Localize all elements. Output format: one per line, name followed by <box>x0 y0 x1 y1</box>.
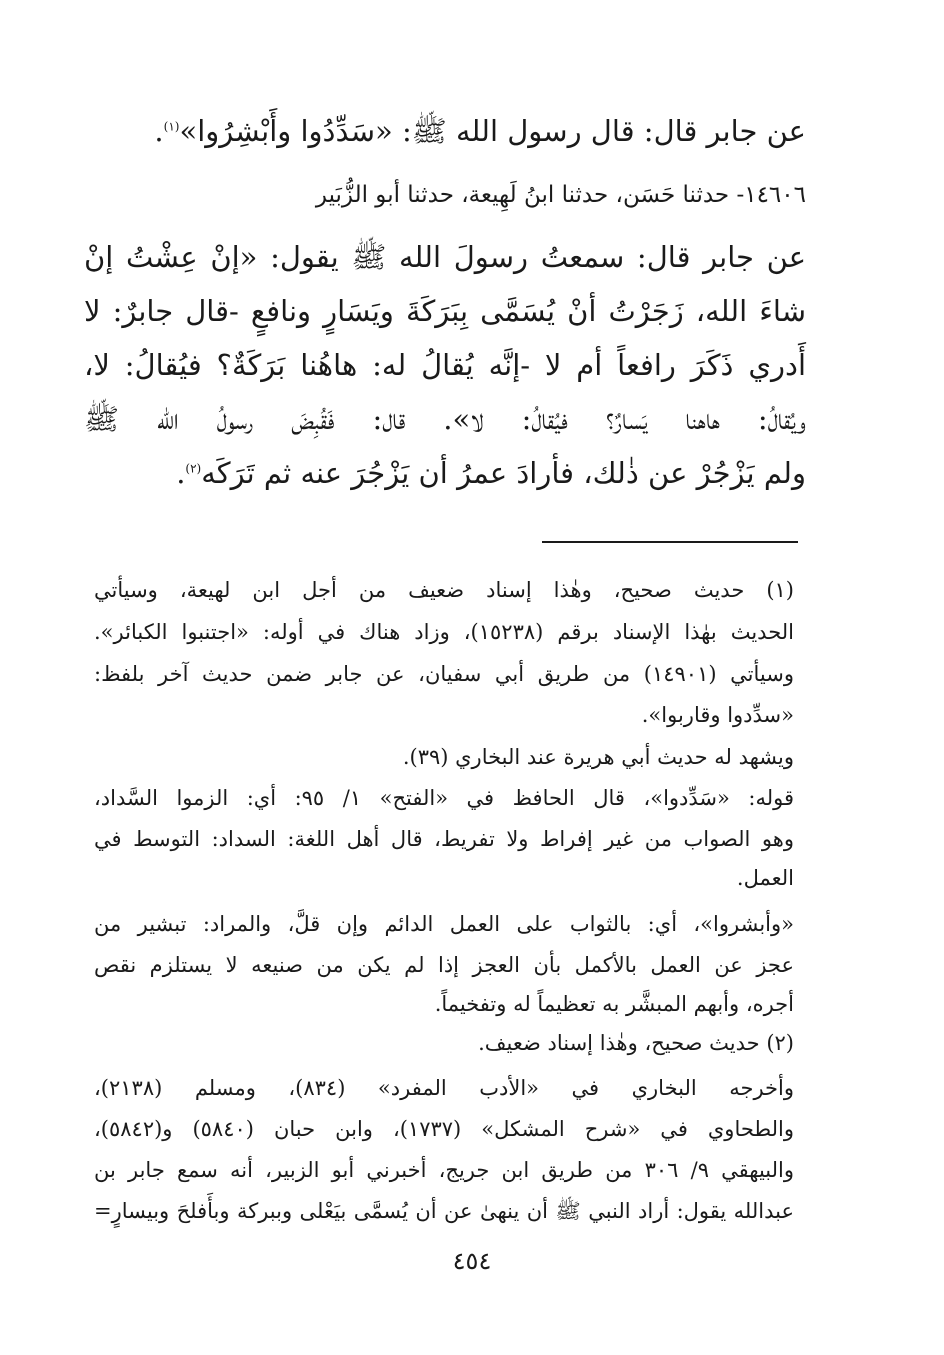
footnote-line-14: والطحاوي في «شرح المشكل» (١٧٣٧)، وابن حبان (٥٨٤٠) و(٥٨٤٢)، <box>94 1117 794 1141</box>
main-line-6: ويُقالُ: هاهنا يَسارٌ؟ فيُقالُ: لا». قال: فَقُبِضَ رسولُ الله ﷺ <box>84 402 806 436</box>
main-line-2: ١٤٦٠٦- حدثنا حَسَن، حدثنا ابنُ لَهِيعة، حدثنا أبو الزُّبَير <box>315 182 806 208</box>
footnote-line-6: قوله: «سَدِّدوا»، قال الحافظ في «الفتح» ١/ ٩٥: أي: الزموا السَّداد، <box>94 786 795 810</box>
footnote-line-16: عبدالله يقول: أراد النبي ﷺ أن ينهىٰ عن أن يُسمَّى بيَعْلى وببركة وبأَفلحَ وبيسارٍ= <box>94 1199 794 1223</box>
footnote-separator <box>542 541 798 543</box>
footnote-line-8: العمل. <box>736 866 794 890</box>
footnote-marker-1: (١) <box>163 119 180 134</box>
main-line-4: شاءَ الله، زَجَرْتُ أنْ يُسَمَّى بِبَرَكَةَ ويَسَارٍ ونافعٍ -قال جابرٌ: لا <box>84 294 806 328</box>
footnote-line-9: «وأبشروا»، أي: بالثواب على العمل الدائم وإن قلَّ، والمراد: تبشير من <box>94 912 794 936</box>
footnote-line-3: وسيأتي (١٤٩٠١) من طريق أبي سفيان، عن جابر ضمن حديث آخر بلفظ: <box>94 662 794 686</box>
footnote-line-5: ويشهد له حديث أبي هريرة عند البخاري (٣٩). <box>402 745 794 769</box>
main-line-1-end: . <box>154 114 164 148</box>
main-line-7 <box>176 456 806 490</box>
footnote-line-2: الحديث بهٰذا الإسناد برقم (١٥٢٣٨)، وزاد هناك في أوله: «اجتنبوا الكبائر». <box>94 620 794 644</box>
footnote-line-10: عجز عن العمل بالأكمل بأن العجز إذا لم يكن من صنيعه لا يستلزم نقص <box>94 953 794 977</box>
main-line-1 <box>154 114 806 156</box>
footnote-line-13: وأخرجه البخاري في «الأدب المفرد» (٨٣٤)، ومسلم (٢١٣٨)، <box>94 1076 794 1100</box>
main-line-7-text: ولم يَزْجُرْ عن ذٰلك، فأرادَ عمرُ أن يَزْجُرَ عنه ثم تَرَكَه <box>201 456 806 490</box>
main-line-3: عن جابر قال: سمعتُ رسولَ الله ﷺ يقول: «إنْ عِشْتُ إنْ <box>84 240 806 274</box>
footnote-marker-2: (٢) <box>185 461 202 476</box>
footnote-line-7: وهو الصواب من غير إفراط ولا تفريط، قال أهل اللغة: السداد: التوسط في <box>94 827 794 851</box>
main-line-5: أَدري ذَكَرَ رافعاً أم لا -إنَّه يُقالُ له: هاهُنا بَرَكَةٌ؟ فيُقالُ: لا، <box>84 348 806 382</box>
footnote-line-11: أجره، وأبهم المبشَّر به تعظيماً له وتفخيماً. <box>434 992 794 1016</box>
page-number: ٤٥٤ <box>452 1247 492 1275</box>
main-line-7-end: . <box>176 456 186 490</box>
footnote-line-12: (٢) حديث صحيح، وهٰذا إسناد ضعيف. <box>478 1031 794 1055</box>
footnote-line-1: (١) حديث صحيح، وهٰذا إسناد ضعيف من أجل ابن لهيعة، وسيأتي <box>94 578 794 602</box>
footnote-line-4: «سدِّدوا وقاربوا». <box>641 703 794 727</box>
footnote-line-15: والبيهقي ٩/ ٣٠٦ من طريق ابن جريج، أخبرني أبو الزبير، أنه سمع جابر بن <box>94 1158 794 1182</box>
main-line-1-text: عن جابر قال: قال رسول الله ﷺ: «سَدِّدُوا وأَبْشِرُوا» <box>179 114 806 148</box>
